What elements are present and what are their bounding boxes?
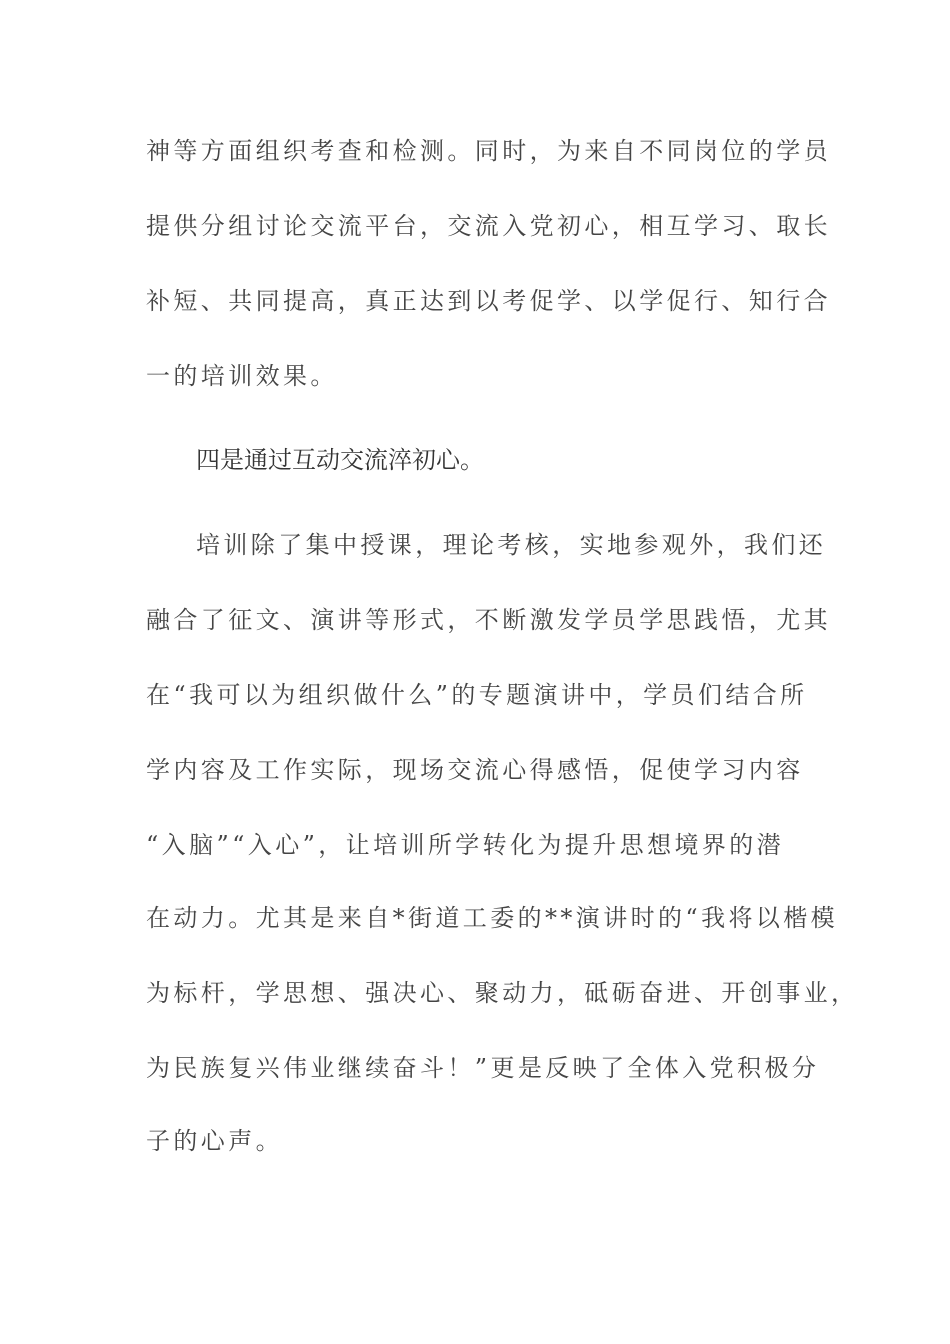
paragraph-line: 神等方面组织考查和检测。同时，为来自不同岗位的学员 [146, 137, 831, 165]
paragraph-line: 融合了征文、演讲等形式，不断激发学员学思践悟，尤其 [146, 606, 831, 634]
paragraph-line: 子的心声。 [146, 1127, 283, 1155]
paragraph-line: “入脑”“入心”，让培训所学转化为提升思想境界的潜 [146, 831, 785, 859]
paragraph-line: 一的培训效果。 [146, 362, 338, 390]
paragraph-line: 学内容及工作实际，现场交流心得感悟，促使学习内容 [146, 756, 804, 784]
paragraph-line: 在“我可以为组织做什么”的专题演讲中，学员们结合所 [146, 681, 808, 709]
paragraph-line: 在动力。尤其是来自*街道工委的**演讲时的“我将以楷模 [146, 904, 839, 932]
paragraph-line: 为民族复兴伟业继续奋斗！”更是反映了全体入党积极分 [146, 1054, 820, 1082]
paragraph-line: 提供分组讨论交流平台，交流入党初心，相互学习、取长 [146, 212, 831, 240]
section-heading: 四是通过互动交流淬初心。 [196, 446, 484, 474]
paragraph-line: 培训除了集中授课，理论考核，实地参观外，我们还 [196, 531, 827, 559]
paragraph-line: 为标杆，学思想、强决心、聚动力，砥砺奋进、开创事业， [146, 979, 859, 1007]
paragraph-line: 补短、共同提高，真正达到以考促学、以学促行、知行合 [146, 287, 831, 315]
